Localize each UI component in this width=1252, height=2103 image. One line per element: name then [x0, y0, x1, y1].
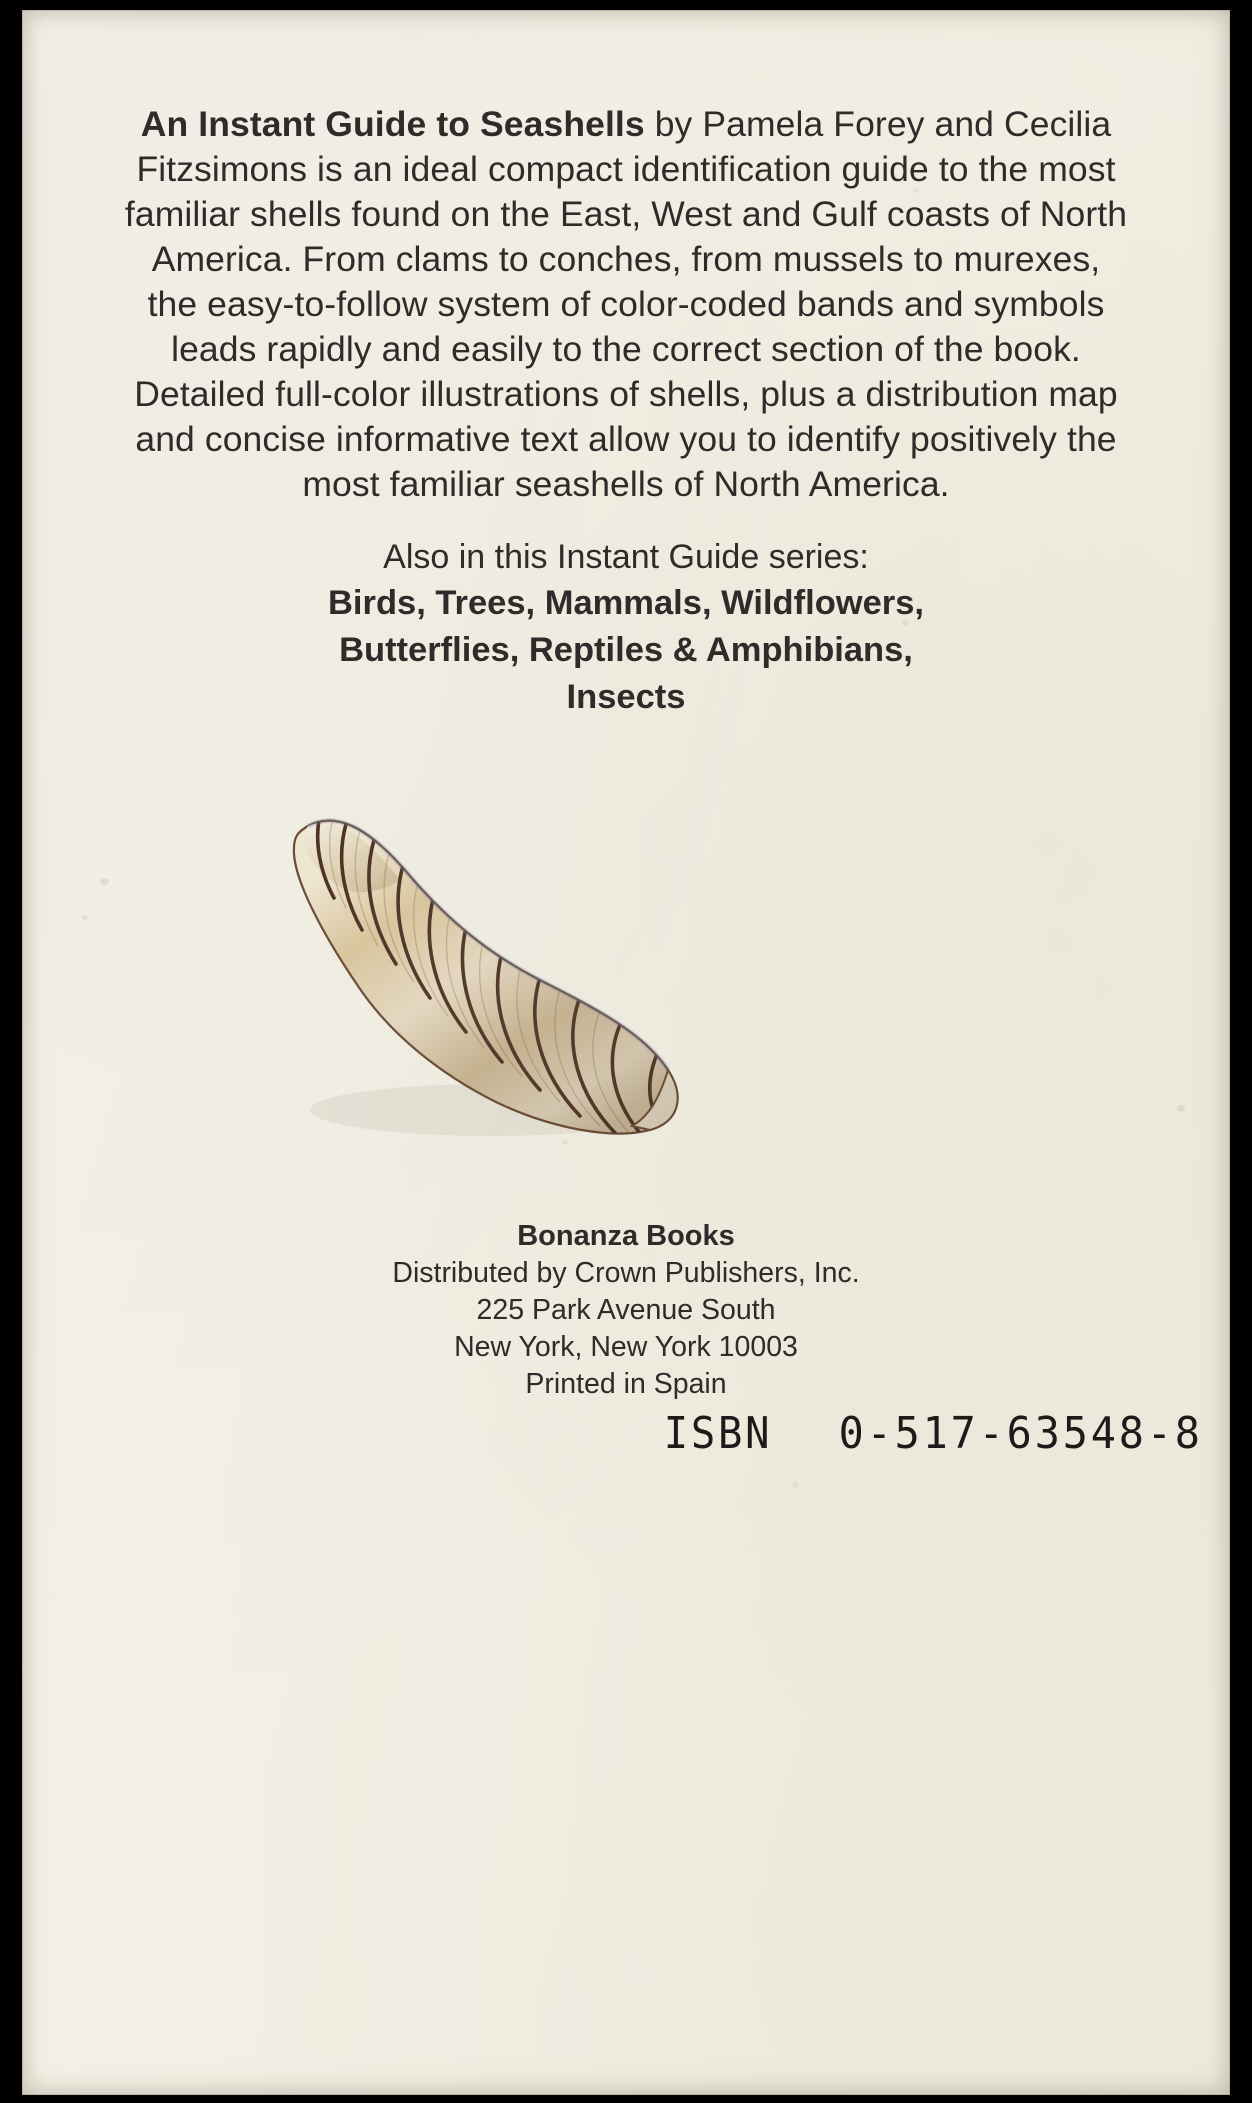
- publisher-city: New York, New York 10003: [454, 1331, 798, 1363]
- seashell-illustration: [250, 780, 730, 1160]
- publisher-distributor: Distributed by Crown Publishers, Inc.: [392, 1257, 860, 1289]
- also-in-series-block: [162, 535, 1090, 720]
- paper-speck: [100, 878, 109, 885]
- printed-in: Printed in Spain: [525, 1368, 727, 1400]
- publisher-street: 225 Park Avenue South: [476, 1294, 776, 1326]
- paper-speck: [1177, 1105, 1185, 1112]
- publisher-block: [202, 1218, 1050, 1403]
- also-in-series-line-1: Birds, Trees, Mammals, Wildflowers,: [328, 584, 924, 622]
- isbn-label: ISBN: [663, 1408, 772, 1459]
- book-back-cover: [22, 10, 1230, 2095]
- book-title: An Instant Guide to Seashells: [140, 103, 645, 144]
- also-in-series-intro: Also in this Instant Guide series:: [383, 538, 869, 576]
- also-in-series-line-3: Insects: [566, 678, 686, 716]
- paper-speck: [82, 915, 88, 920]
- publisher-name: Bonanza Books: [517, 1220, 735, 1252]
- isbn-row: [422, 1408, 1212, 1459]
- back-cover-blurb: [122, 102, 1130, 507]
- also-in-series-line-2: Butterflies, Reptiles & Amphibians,: [339, 631, 913, 669]
- isbn-number: 0-517-63548-8: [838, 1408, 1203, 1459]
- paper-speck: [792, 1482, 799, 1488]
- blurb-body: by Pamela Forey and Cecilia Fitzsimons is an ideal compact identification guide to the most familiar shells found on the East, West and Gulf coasts of North America. From clams to conches, from mussels to murexes, the easy-to-follow system of color-coded bands and symbols leads rapidly and easily to the correct section of the book. Detailed full-color illustrations of shells, plus a distribution map and concise informative text allow you to identify positively the most familiar seashells of North America.: [124, 103, 1128, 504]
